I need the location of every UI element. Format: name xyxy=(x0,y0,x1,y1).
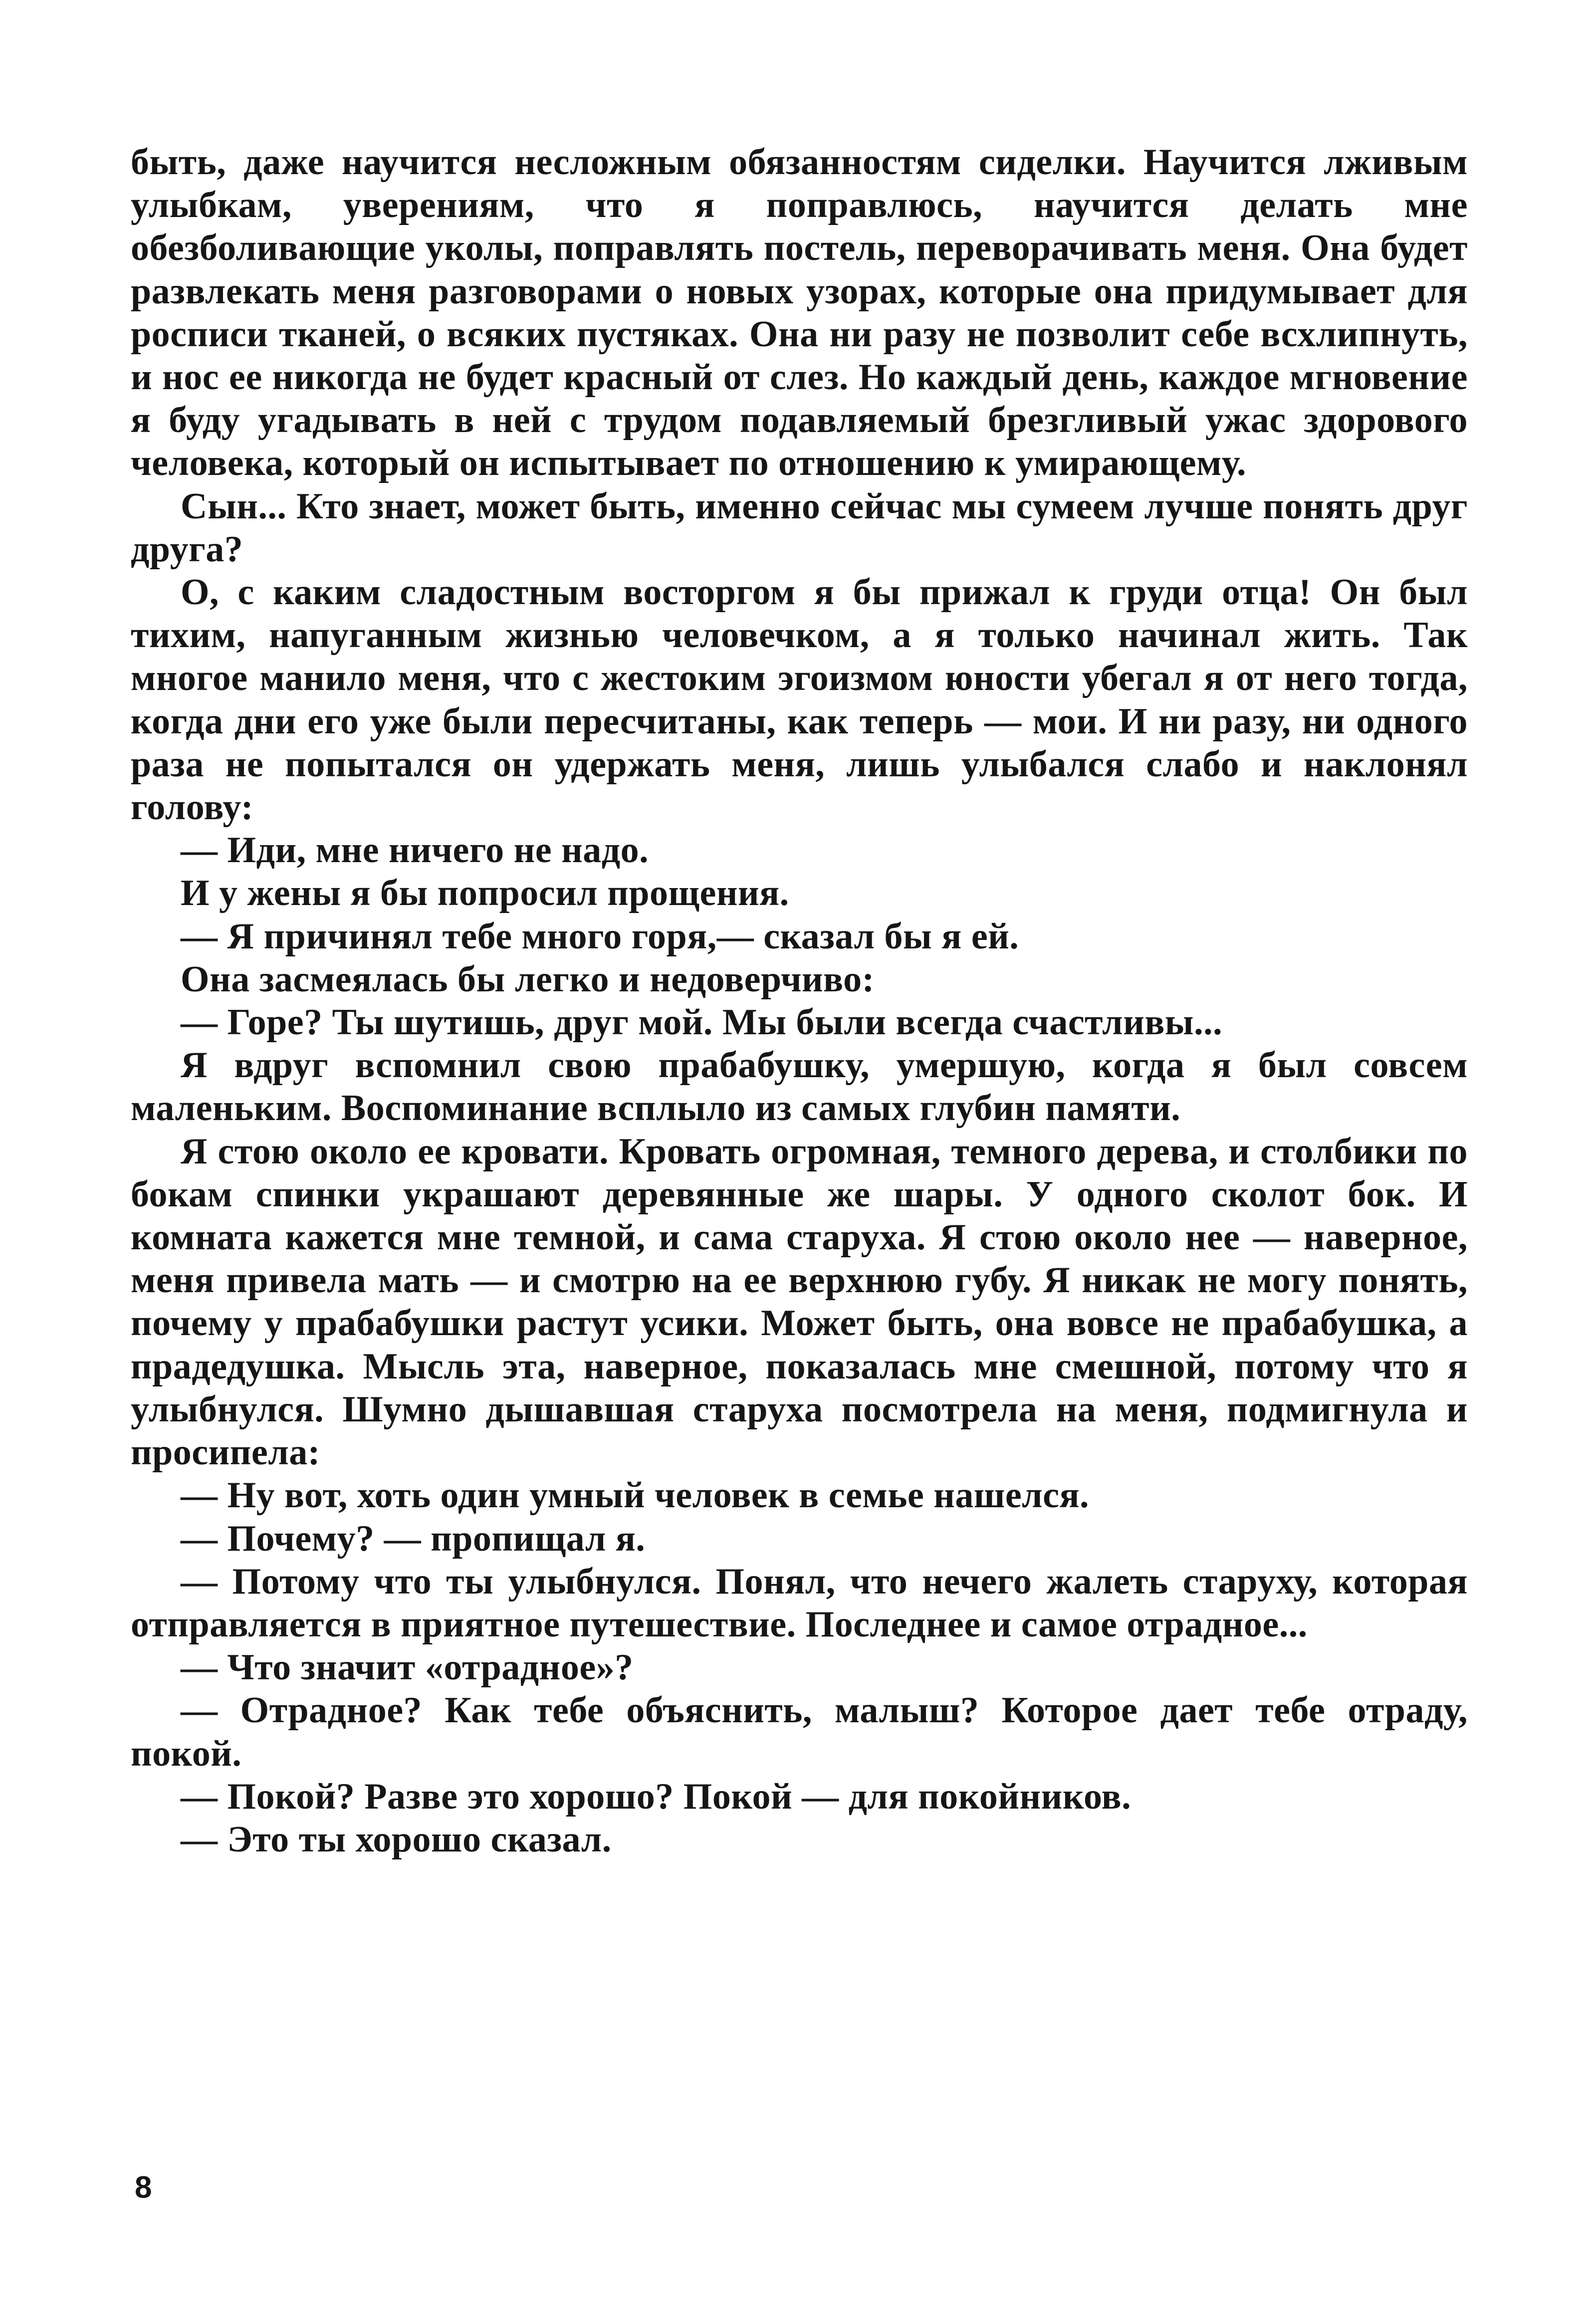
page-number: 8 xyxy=(135,2170,152,2205)
dialogue-line: — Иди, мне ничего не надо. xyxy=(181,830,649,871)
paragraph: И у жены я бы попросил прощения. xyxy=(181,873,789,914)
paragraph: Она засмеялась бы легко и недоверчиво: xyxy=(181,958,875,1000)
paragraph: быть, даже научится несложным обязанностям сиделки. Научится лживым улыбкам, уверениям, что я поправлюсь, научится делать мне обезболивающие уколы, поправлять постель, переворачивать меня. Она будет развлекать меня разговорами о новых узорах, которые она придумывает для росписи тканей, о всяких пустяках. Она ни разу не позволит себе всхлипнуть, и нос ее никогда не будет красный от слез. Но каждый день, каждое мгновение я буду угадывать в ней с трудом подавляемый брезгливый ужас здорового человека, который он испытывает по отношению к умирающему. xyxy=(131,142,1468,484)
dialogue-line: — Что значит «отрадное»? xyxy=(181,1647,634,1688)
dialogue-line: — Ну вот, хоть один умный человек в семье нашелся. xyxy=(181,1475,1090,1516)
body-text xyxy=(131,141,1468,1861)
paragraph: Сын... Кто знает, может быть, именно сейчас мы сумеем лучше понять друг друга? xyxy=(131,485,1468,570)
paragraph: Я стою около ее кровати. Кровать огромная, темного дерева, и столбики по бокам спинки украшают деревянные же шары. У одного сколот бок. И комната кажется мне темной, и сама старуха. Я стою около нее — наверное, меня привела мать — и смотрю на ее верхнюю губу. Я никак не могу понять, почему у прабабушки растут усики. Может быть, она вовсе не прабабушка, а прадедушка. Мысль эта, наверное, показалась мне смешной, потому что я улыбнулся. Шумно дышавшая старуха посмотрела на меня, подмигнула и просипела: xyxy=(131,1131,1468,1473)
dialogue-line: — Это ты хорошо сказал. xyxy=(181,1819,612,1860)
dialogue-line: — Я причинял тебе много горя,— сказал бы я ей. xyxy=(181,916,1019,957)
dialogue-line: — Потому что ты улыбнулся. Понял, что нечего жалеть старуху, которая отправляется в приятное путешествие. Последнее и самое отрадное... xyxy=(131,1561,1468,1645)
dialogue-line: — Покой? Разве это хорошо? Покой — для покойников. xyxy=(181,1776,1132,1817)
dialogue-line: — Отрадное? Как тебе объяснить, малыш? Которое дает тебе отраду, покой. xyxy=(131,1690,1468,1774)
dialogue-line: — Горе? Ты шутишь, друг мой. Мы были всегда счастливы... xyxy=(181,1002,1223,1043)
paragraph: Я вдруг вспомнил свою прабабушку, умершую, когда я был совсем маленьким. Воспоминание всплыло из самых глубин памяти. xyxy=(131,1045,1468,1129)
dialogue-line: — Почему? — пропищал я. xyxy=(181,1518,646,1559)
paragraph: О, с каким сладостным восторгом я бы прижал к груди отца! Он был тихим, напуганным жизнью человечком, а я только начинал жить. Так многое манило меня, что с жестоким эгоизмом юности убегал я от него тогда, когда дни его уже были пересчитаны, как теперь — мои. И ни разу, ни одного раза не попытался он удержать меня, лишь улыбался слабо и наклонял голову: xyxy=(131,572,1468,828)
